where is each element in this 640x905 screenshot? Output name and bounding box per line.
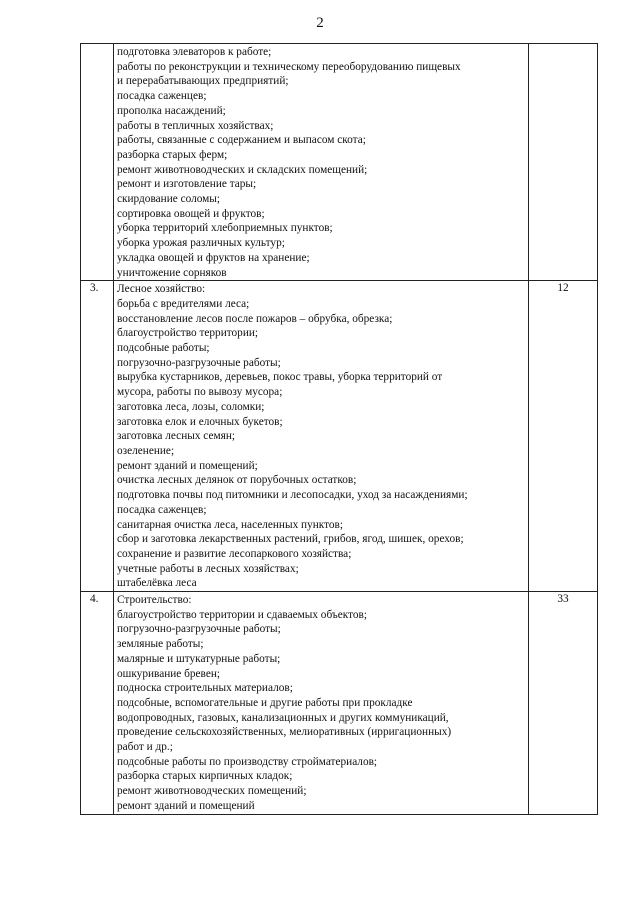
table-row: [81, 44, 598, 281]
work-item: ремонт животноводческих помещений;: [117, 785, 307, 798]
work-item: посадка саженцев;: [117, 90, 207, 103]
work-item: малярные и штукатурные работы;: [117, 652, 281, 665]
work-item: благоустройство территории;: [117, 327, 259, 340]
work-item: подсобные работы;: [117, 342, 210, 355]
category-heading: Строительство:: [117, 594, 192, 607]
work-item: уборка урожая различных культур;: [117, 237, 285, 250]
work-item: укладка овощей и фруктов на хранение;: [117, 251, 310, 264]
work-item: и перерабатывающих предприятий;: [117, 75, 289, 88]
work-item: подготовка элеваторов к работе;: [117, 46, 272, 58]
work-description-cell: [114, 592, 529, 815]
work-item: восстановление лесов после пожаров – обрубка, обрезка;: [117, 312, 393, 325]
work-item: благоустройство территории и сдаваемых объектов;: [117, 608, 368, 621]
work-item: скирдование соломы;: [117, 193, 221, 206]
work-item: водопроводных, газовых, канализационных и других коммуникаций,: [117, 711, 449, 724]
work-types-table: [80, 43, 598, 815]
work-item: прополка насаждений;: [117, 104, 226, 117]
work-item: ремонт зданий и помещений: [117, 799, 255, 812]
work-item: заготовка елок и елочных букетов;: [117, 415, 283, 428]
work-item: мусора, работы по вывозу мусора;: [117, 386, 283, 399]
work-item: работы в тепличных хозяйствах;: [117, 119, 274, 132]
work-item: уничтожение сорняков: [117, 266, 227, 279]
work-item: сбор и заготовка лекарственных растений, грибов, ягод, шишек, орехов;: [117, 533, 464, 546]
row-number-cell: 4.: [81, 592, 114, 815]
work-item: посадка саженцев;: [117, 503, 207, 516]
work-item: подноска строительных материалов;: [117, 682, 293, 695]
work-item: подготовка почвы под питомники и лесопосадки, уход за насаждениями;: [117, 489, 468, 502]
value-cell: 33: [529, 592, 598, 815]
table-row: [81, 592, 598, 815]
work-item: сохранение и развитие лесопаркового хозяйства;: [117, 547, 352, 560]
work-item: разборка старых ферм;: [117, 148, 228, 161]
work-item: работ и др.;: [117, 741, 173, 754]
work-item: вырубка кустарников, деревьев, покос травы, уборка территорий от: [117, 371, 443, 384]
work-item: работы по реконструкции и техническому переоборудованию пищевых: [117, 60, 461, 73]
value-cell: 12: [529, 281, 598, 592]
work-item: погрузочно-разгрузочные работы;: [117, 623, 281, 636]
table-row: [81, 281, 598, 592]
work-item: сортировка овощей и фруктов;: [117, 207, 265, 220]
work-item: подсобные работы по производству стройматериалов;: [117, 755, 378, 768]
work-item: заготовка лесных семян;: [117, 430, 236, 443]
work-item: уборка территорий хлебоприемных пунктов;: [117, 222, 333, 235]
work-item: санитарная очистка леса, населенных пунктов;: [117, 518, 344, 531]
work-item: штабелёвка леса: [117, 577, 197, 590]
work-item: разборка старых кирпичных кладок;: [117, 770, 293, 783]
work-item: очистка лесных делянок от порубочных остатков;: [117, 474, 357, 487]
work-item: учетные работы в лесных хозяйствах;: [117, 562, 299, 575]
work-item: работы, связанные с содержанием и выпасом скота;: [117, 134, 366, 147]
work-description-cell: [114, 281, 529, 592]
work-item: ремонт животноводческих и складских помещений;: [117, 163, 368, 176]
work-item: земляные работы;: [117, 638, 204, 651]
value-cell: [529, 44, 598, 281]
work-item: погрузочно-разгрузочные работы;: [117, 356, 281, 369]
work-item: озеленение;: [117, 444, 175, 457]
work-item: борьба с вредителями леса;: [117, 297, 250, 310]
work-item: ошкуривание бревен;: [117, 667, 221, 680]
work-item: проведение сельскохозяйственных, мелиоративных (ирригационных): [117, 726, 452, 739]
work-description-cell: [114, 44, 529, 281]
work-item: подсобные, вспомогательные и другие работы при прокладке: [117, 696, 413, 709]
category-heading: Лесное хозяйство:: [117, 283, 206, 296]
work-item: ремонт зданий и помещений;: [117, 459, 258, 472]
work-item: заготовка леса, лозы, соломки;: [117, 400, 265, 413]
row-number-cell: [81, 44, 114, 281]
page-number: 2: [316, 15, 324, 31]
row-number-cell: 3.: [81, 281, 114, 592]
work-item: ремонт и изготовление тары;: [117, 178, 257, 191]
